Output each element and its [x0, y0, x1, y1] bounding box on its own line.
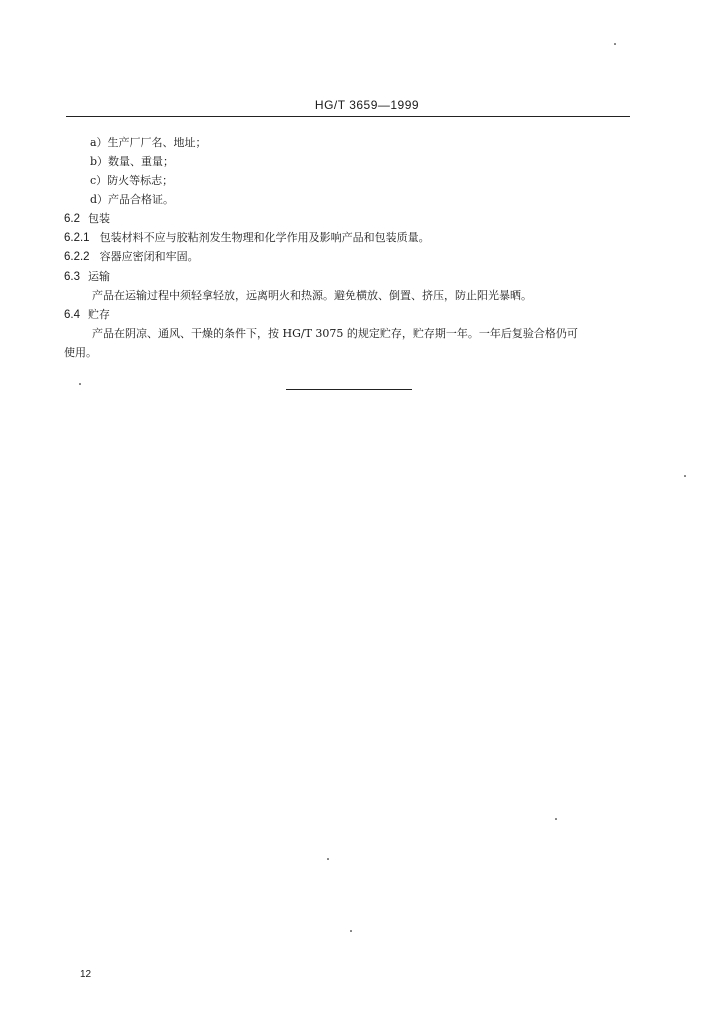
page-number: 12 — [80, 969, 92, 980]
section-6-2-2 — [64, 250, 199, 264]
scan-speck — [327, 858, 329, 860]
list-item-a: a）生产厂厂名、地址； — [90, 136, 207, 149]
scan-speck — [555, 818, 557, 820]
section-text: 容器应密闭和牢固。 — [99, 250, 199, 263]
list-item-d: d）产品合格证。 — [90, 193, 175, 206]
section-6-3-heading — [64, 270, 110, 284]
header-rule — [66, 116, 630, 117]
end-rule — [286, 389, 412, 390]
section-number: 6.3 — [64, 271, 80, 283]
section-6-4-heading — [64, 308, 110, 322]
section-6-2-1 — [64, 231, 430, 245]
scan-speck — [684, 475, 686, 477]
section-title: 运输 — [88, 270, 110, 283]
list-item-b: b）数量、重量； — [90, 155, 175, 168]
section-text: 包装材料不应与胶粘剂发生物理和化学作用及影响产品和包装质量。 — [99, 231, 430, 244]
section-number: 6.4 — [64, 309, 80, 321]
list-item-c: c）防火等标志； — [90, 174, 174, 187]
section-title: 贮存 — [88, 308, 110, 321]
section-6-3-body: 产品在运输过程中须轻拿轻放，远离明火和热源。避免横放、倒置、挤压，防止阳光暴晒。 — [92, 289, 532, 302]
standard-code-header: HG/T 3659—1999 — [314, 98, 420, 112]
section-6-4-body-line1: 产品在阴凉、通风、干燥的条件下，按 HG/T 3075 的规定贮存，贮存期一年。一年后复验合格仍可 — [92, 327, 578, 340]
scan-speck — [79, 383, 81, 385]
section-6-2-heading — [64, 212, 110, 226]
scan-speck — [350, 930, 352, 932]
section-number: 6.2.2 — [64, 251, 90, 263]
section-number: 6.2.1 — [64, 232, 90, 244]
scan-speck — [614, 43, 616, 45]
section-number: 6.2 — [64, 213, 80, 225]
section-6-4-body-line2: 使用。 — [64, 346, 97, 359]
section-title: 包装 — [88, 212, 110, 225]
